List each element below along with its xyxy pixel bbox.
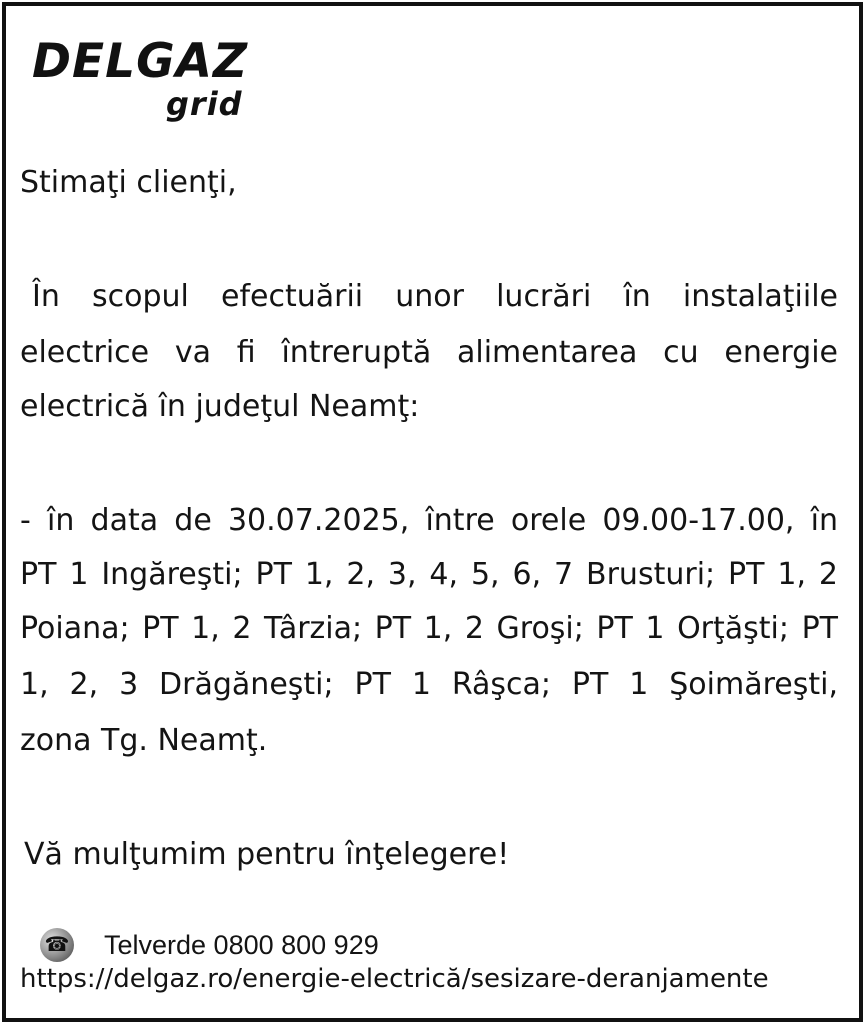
delgaz-grid-logo xyxy=(32,34,272,128)
logo-brand: DELGAZ xyxy=(32,34,249,89)
logo-sub: grid xyxy=(166,85,243,123)
report-url-link[interactable]: https://delgaz.ro/energie-electrică/sesizare-deranjamente xyxy=(20,964,769,994)
intro-line-2: electrice va fi întreruptă alimentarea cu energie xyxy=(20,335,838,370)
greeting: Stimaţi clienţi, xyxy=(20,165,237,200)
schedule-line-1: - în data de 30.07.2025, între orele 09.00-17.00, în xyxy=(20,503,838,538)
schedule-line-3: Poiana; PT 1, 2 Târzia; PT 1, 2 Groşi; PT 1 Orţăşti; PT xyxy=(20,611,838,646)
thanks-text: Vă mulţumim pentru înţelegere! xyxy=(24,837,510,872)
intro-line-3: electrică în judeţul Neamţ: xyxy=(20,389,420,424)
schedule-line-2: PT 1 Ingăreşti; PT 1, 2, 3, 4, 5, 6, 7 Brusturi; PT 1, 2 xyxy=(20,557,838,592)
phone-number[interactable]: Telverde 0800 800 929 xyxy=(104,929,379,960)
phone-icon: ☎ xyxy=(40,928,74,962)
intro-line-1: În scopul efectuării unor lucrări în instalaţiile xyxy=(32,279,838,314)
phone-row xyxy=(40,928,379,962)
schedule-line-5: zona Tg. Neamţ. xyxy=(20,723,268,758)
schedule-line-4: 1, 2, 3 Drăgăneşti; PT 1 Râşca; PT 1 Şoimăreşti, xyxy=(20,667,838,702)
